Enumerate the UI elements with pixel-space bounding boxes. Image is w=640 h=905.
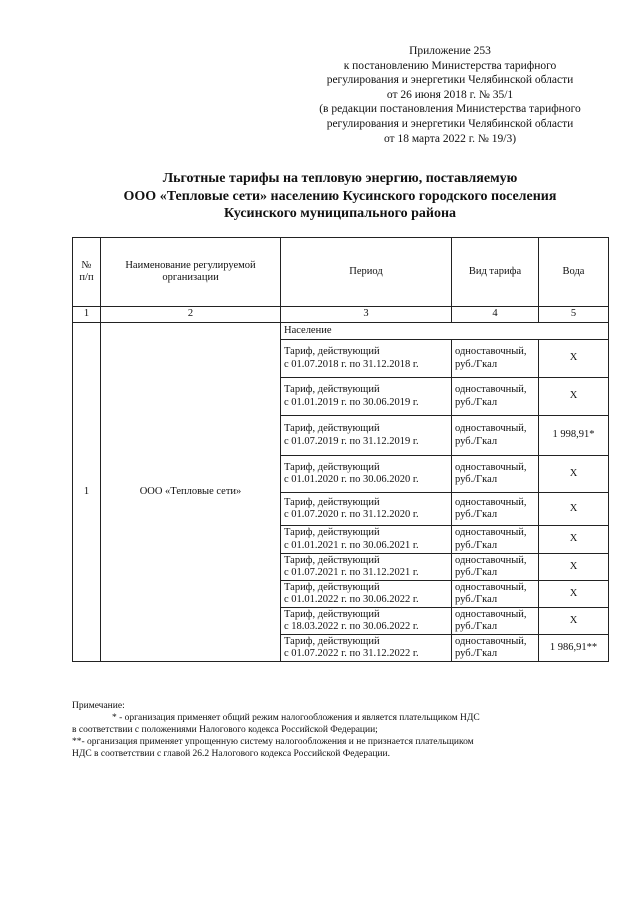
- organization-name: ООО «Тепловые сети»: [101, 323, 281, 662]
- water-value: 1 998,91*: [539, 416, 609, 456]
- period-cell: Тариф, действующий с 01.01.2022 г. по 30.06.2022 г.: [281, 581, 452, 608]
- document-title: [60, 170, 620, 223]
- tariff-type-cell: одноставочный, руб./Гкал: [452, 416, 539, 456]
- tariff-type-cell: одноставочный, руб./Гкал: [452, 493, 539, 526]
- header-type: Вид тарифа: [452, 238, 539, 307]
- period-cell: Тариф, действующий с 01.01.2020 г. по 30.06.2020 г.: [281, 456, 452, 493]
- period-cell: Тариф, действующий с 01.07.2020 г. по 31.12.2020 г.: [281, 493, 452, 526]
- period-cell: Тариф, действующий с 18.03.2022 г. по 30.06.2022 г.: [281, 608, 452, 635]
- water-value: 1 986,91**: [539, 635, 609, 662]
- appendix-block: [290, 44, 610, 146]
- category-row: [73, 323, 609, 340]
- row-number: 1: [73, 323, 101, 662]
- water-value: X: [539, 378, 609, 416]
- water-value: X: [539, 608, 609, 635]
- footnote-one-line: в соответствии с положениями Налогового кодекса Российской Федерации;: [72, 725, 378, 735]
- title-line: Кусинского муниципального района: [223, 206, 457, 221]
- appendix-line: к постановлению Министерства тарифного: [343, 59, 557, 72]
- tariff-type-cell: одноставочный, руб./Гкал: [452, 340, 539, 378]
- footnote-label: Примечание:: [72, 701, 125, 711]
- water-value: X: [539, 340, 609, 378]
- water-value: X: [539, 456, 609, 493]
- water-value: X: [539, 526, 609, 554]
- column-number: 1: [73, 307, 101, 323]
- tariff-type-cell: одноставочный, руб./Гкал: [452, 526, 539, 554]
- period-cell: Тариф, действующий с 01.07.2021 г. по 31.12.2021 г.: [281, 554, 452, 581]
- tariff-type-cell: одноставочный, руб./Гкал: [452, 456, 539, 493]
- water-value: X: [539, 581, 609, 608]
- column-numbers-row: [73, 307, 609, 323]
- appendix-line: регулирования и энергетики Челябинской области: [326, 117, 574, 130]
- period-cell: Тариф, действующий с 01.07.2018 г. по 31.12.2018 г.: [281, 340, 452, 378]
- column-number: 2: [101, 307, 281, 323]
- appendix-line: (в редакции постановления Министерства тарифного: [319, 103, 581, 116]
- tariff-type-cell: одноставочный, руб./Гкал: [452, 608, 539, 635]
- column-number: 5: [539, 307, 609, 323]
- header-period: Период: [281, 238, 452, 307]
- category-label: Население: [281, 323, 609, 340]
- water-value: X: [539, 493, 609, 526]
- footnote-block: [72, 700, 612, 760]
- header-num: № п/п: [73, 238, 101, 307]
- title-line: Льготные тарифы на тепловую энергию, поставляемую: [162, 171, 518, 186]
- header-org: Наименование регулируемой организации: [101, 238, 281, 307]
- tariff-type-cell: одноставочный, руб./Гкал: [452, 635, 539, 662]
- period-cell: Тариф, действующий с 01.01.2021 г. по 30.06.2021 г.: [281, 526, 452, 554]
- appendix-line: регулирования и энергетики Челябинской области: [326, 74, 574, 87]
- period-cell: Тариф, действующий с 01.07.2019 г. по 31.12.2019 г.: [281, 416, 452, 456]
- appendix-line: Приложение 253: [409, 45, 491, 57]
- title-line: ООО «Тепловые сети» населению Кусинского городского поселения: [123, 188, 557, 204]
- tariff-type-cell: одноставочный, руб./Гкал: [452, 378, 539, 416]
- period-cell: Тариф, действующий с 01.07.2022 г. по 31.12.2022 г.: [281, 635, 452, 662]
- column-number: 4: [452, 307, 539, 323]
- footnote-one-line: * - организация применяет общий режим налогообложения и является плательщиком НДС: [112, 713, 480, 723]
- tariff-type-cell: одноставочный, руб./Гкал: [452, 581, 539, 608]
- tariff-table: [72, 237, 609, 662]
- appendix-line: от 18 марта 2022 г. № 19/3): [383, 132, 517, 145]
- tariff-type-cell: одноставочный, руб./Гкал: [452, 554, 539, 581]
- column-number: 3: [281, 307, 452, 323]
- water-value: X: [539, 554, 609, 581]
- table-header-row: [73, 238, 609, 307]
- header-water: Вода: [539, 238, 609, 307]
- footnote-two-line: НДС в соответствии с главой 26.2 Налогового кодекса Российской Федерации.: [72, 749, 390, 759]
- footnote-two-line: **- организация применяет упрощенную систему налогообложения и не признается плательщиком: [72, 737, 474, 747]
- period-cell: Тариф, действующий с 01.01.2019 г. по 30.06.2019 г.: [281, 378, 452, 416]
- appendix-line: от 26 июня 2018 г. № 35/1: [386, 88, 514, 101]
